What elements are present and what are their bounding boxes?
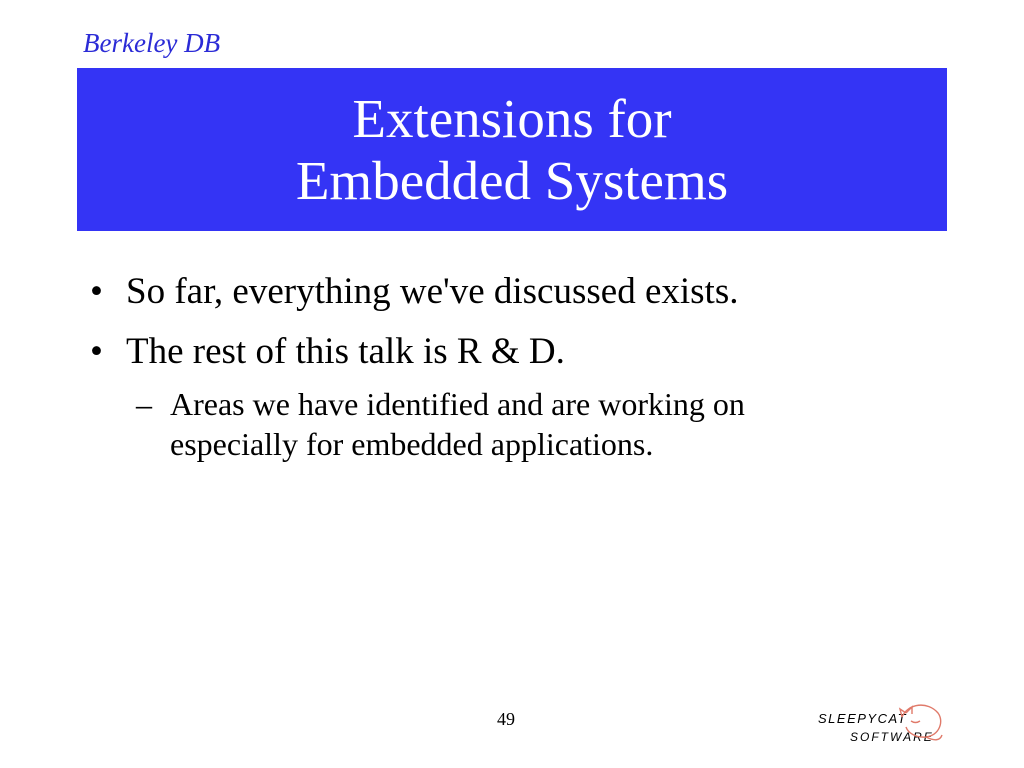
bullet-marker: •	[90, 271, 103, 312]
bullet-text: So far, everything we've discussed exists.	[126, 271, 739, 312]
logo-text-line-2: SOFTWARE	[850, 730, 934, 744]
title-line-1: Extensions for	[352, 87, 672, 149]
title-line-2: Embedded Systems	[295, 149, 729, 211]
bullet-text: The rest of this talk is R & D.	[126, 331, 565, 372]
bullet-marker: •	[90, 331, 103, 372]
sleepycat-logo	[816, 697, 946, 749]
sub-bullet-item	[136, 384, 866, 464]
sub-bullet-text: Areas we have identified and are working on especially for embedded applications.	[170, 386, 745, 462]
header-label: Berkeley DB	[83, 28, 221, 58]
bullet-item	[90, 270, 950, 314]
sub-bullet-marker: –	[136, 386, 152, 422]
bullet-list	[90, 270, 950, 464]
page-number: 49	[497, 709, 515, 729]
title-box	[77, 68, 947, 231]
logo-text-line-1: SLEEPYCAT	[818, 711, 908, 726]
bullet-item	[90, 330, 950, 374]
